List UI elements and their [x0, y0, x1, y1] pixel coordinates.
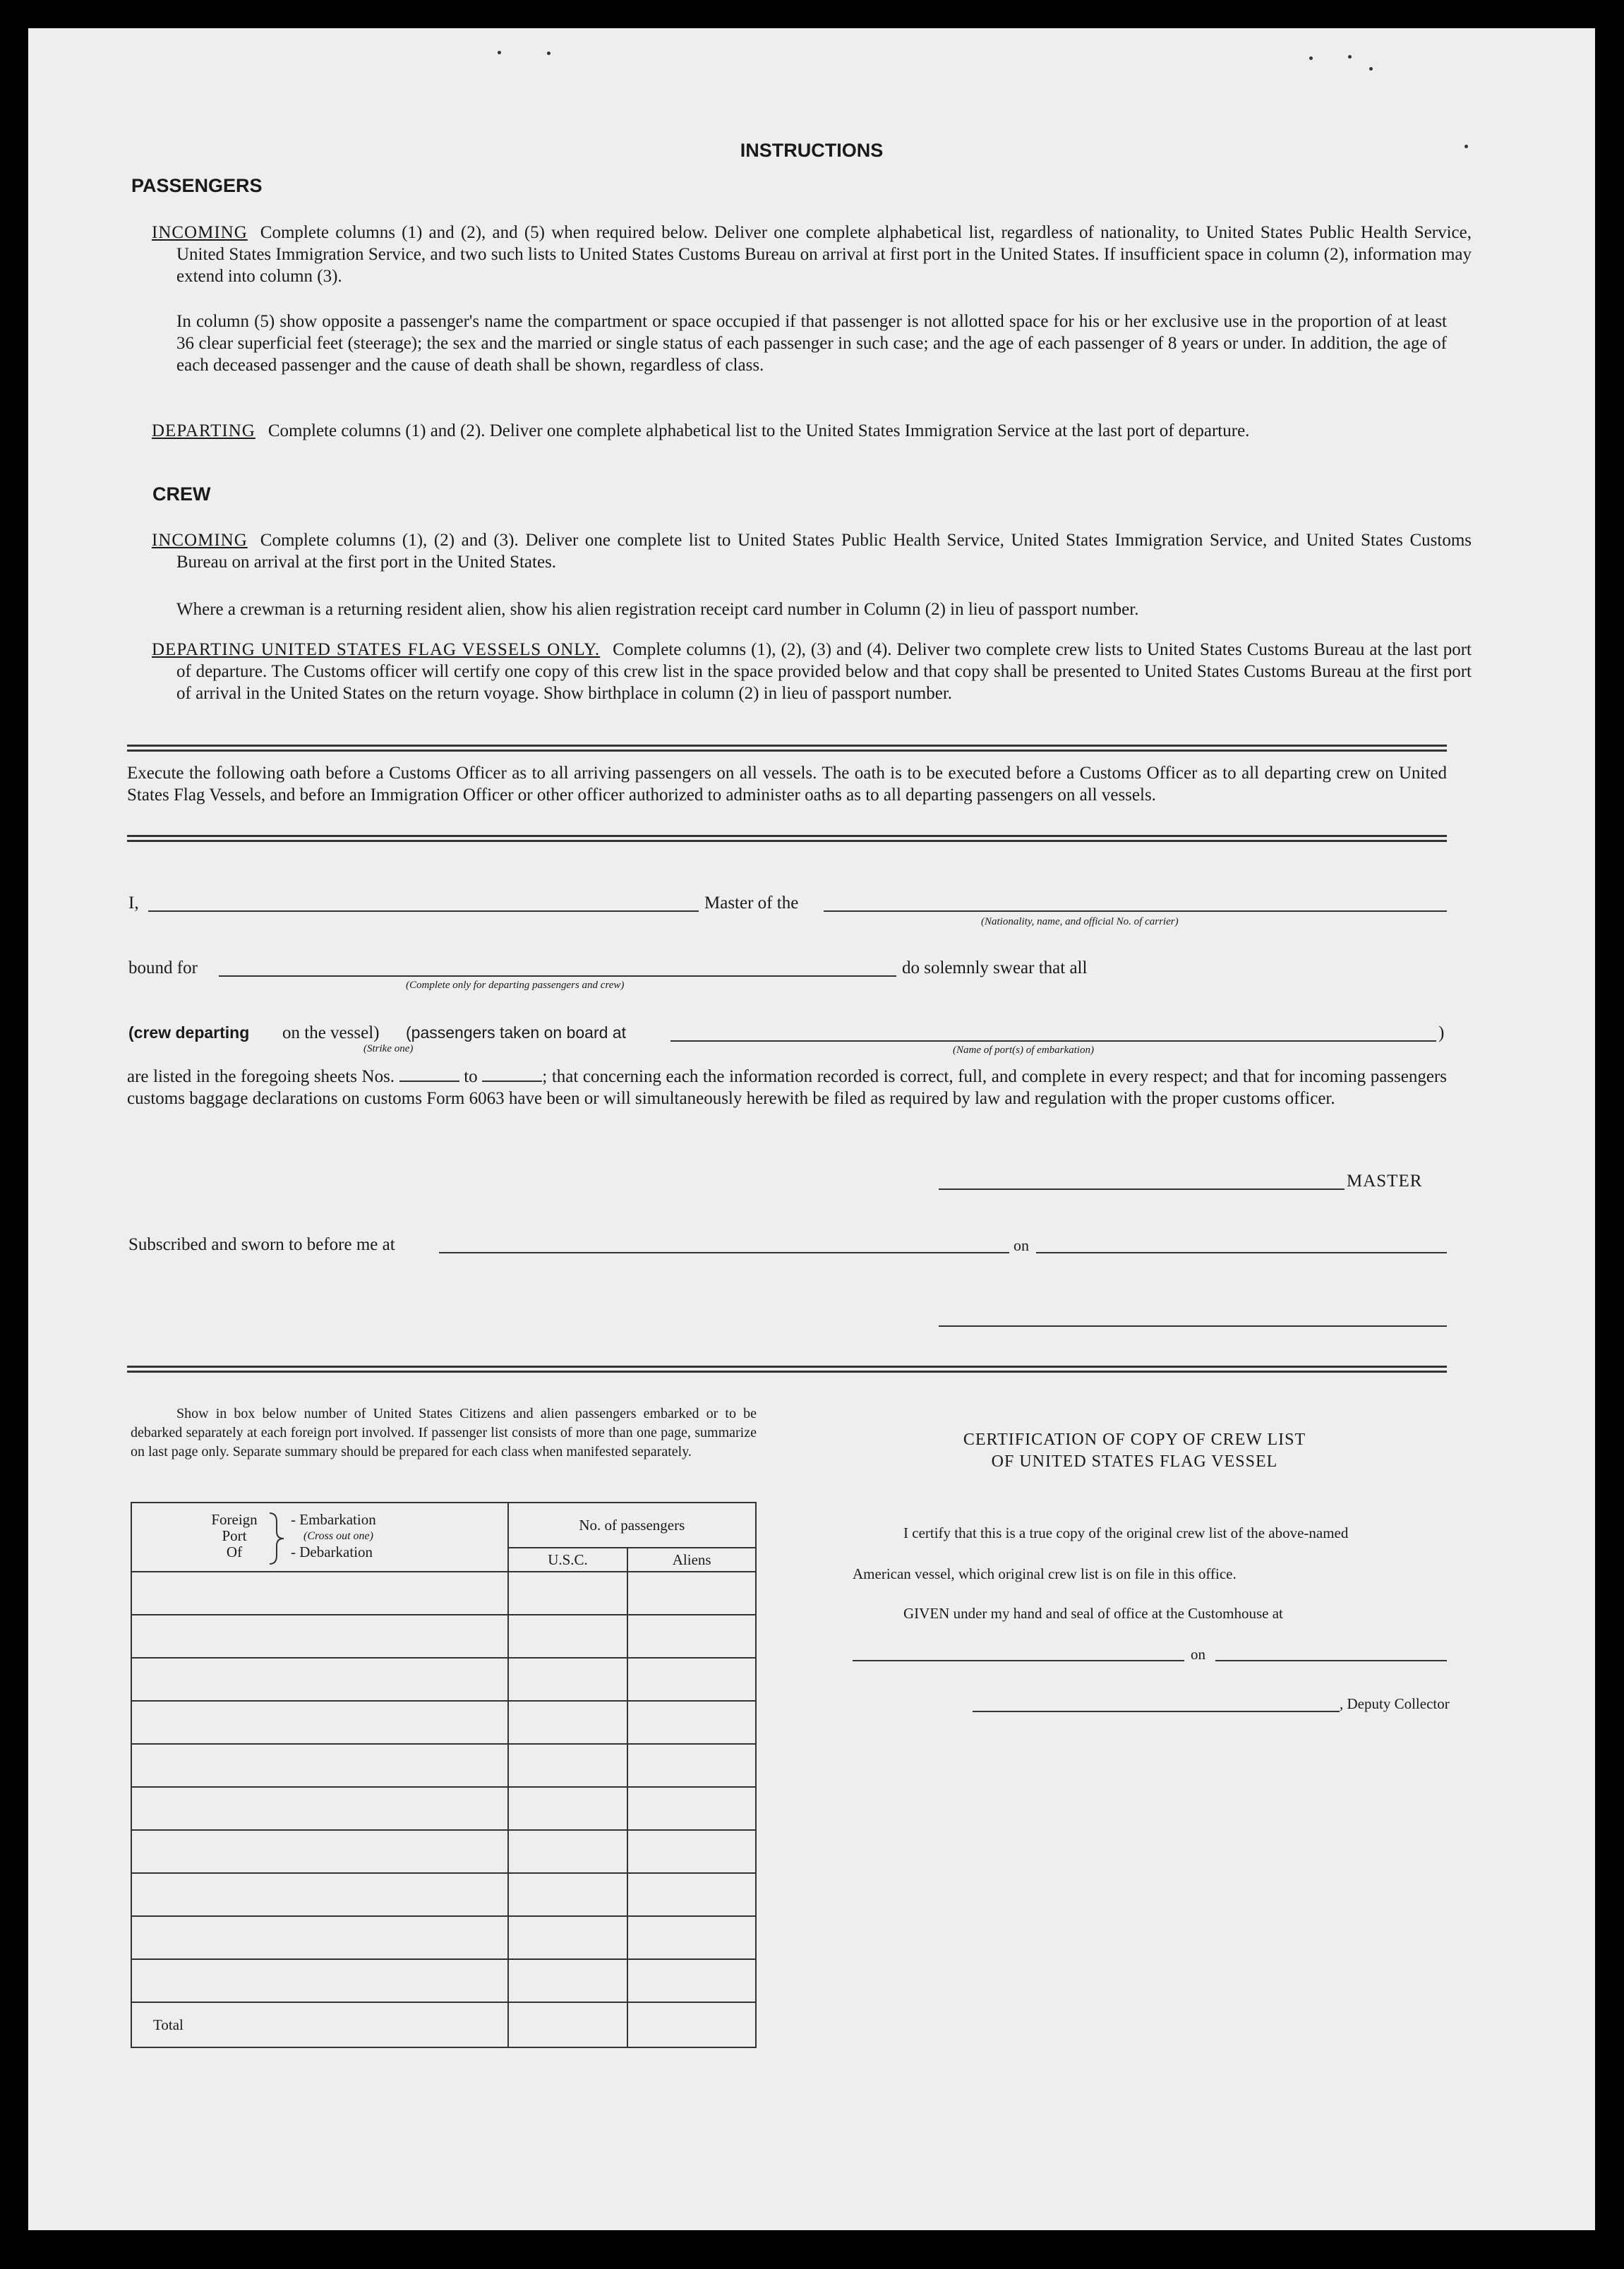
master-of-the-label: Master of the [704, 893, 799, 913]
deputy-collector-label: , Deputy Collector [1340, 1695, 1450, 1712]
embarkation-caption: (Name of port(s) of embarkation) [953, 1045, 1094, 1056]
carrier-field[interactable] [824, 910, 1447, 912]
divider [127, 1371, 1447, 1373]
listed-rest-text: ; that concerning each the information recorded is correct, full, and complete in every respect; and that for incoming passengers customs baggage declarations on customs Form 6063 have been or will simultaneously herewith be filed as required by law and regulation with the proper customs officer. [127, 1067, 1447, 1108]
form-page [28, 28, 1595, 2230]
embarkation-label: - Embarkation [291, 1511, 376, 1528]
divider [127, 1366, 1447, 1368]
sworn-on-label: on [1014, 1236, 1029, 1254]
on-the-vessel-label: on the vessel) [282, 1023, 380, 1042]
bound-for-caption: (Complete only for departing passengers and crew) [406, 980, 625, 991]
port-cell[interactable] [131, 1873, 508, 1916]
subscribed-label: Subscribed and sworn to before me at [128, 1235, 395, 1254]
master-signature-field[interactable] [939, 1188, 1345, 1190]
aliens-cell[interactable] [627, 1916, 756, 1959]
usc-cell[interactable] [508, 1830, 628, 1873]
usc-cell[interactable] [508, 1658, 628, 1701]
port-cell[interactable] [131, 1787, 508, 1830]
page-title: INSTRUCTIONS [740, 140, 884, 161]
port-cell[interactable] [131, 1615, 508, 1658]
certification-heading-line2: OF UNITED STATES FLAG VESSEL [991, 1452, 1278, 1471]
crew-incoming-paragraph [152, 529, 1472, 573]
aliens-total-cell[interactable] [627, 2002, 756, 2047]
scan-speck [1309, 56, 1313, 60]
aliens-header: Aliens [627, 1548, 756, 1572]
port-cell[interactable] [131, 1744, 508, 1787]
oath-instruction: Execute the following oath before a Customs Officer as to all arriving passengers on all vessels. The oath is to be executed before a Customs Officer as to all departing crew on United States Flag Vessels, and before an Immigration Officer or other officer authorized to administer oaths as to all departing passengers on all vessels. [127, 764, 1447, 805]
usc-cell[interactable] [508, 1959, 628, 2002]
usc-cell[interactable] [508, 1787, 628, 1830]
usc-cell[interactable] [508, 1916, 628, 1959]
bound-for-field[interactable] [219, 975, 896, 977]
port-label: Port [222, 1527, 247, 1544]
port-cell[interactable] [131, 1959, 508, 2002]
close-paren: ) [1438, 1023, 1445, 1042]
officer-signature-field[interactable] [939, 1325, 1447, 1327]
aliens-cell[interactable] [627, 1615, 756, 1658]
port-cell[interactable] [131, 1572, 508, 1615]
crew-departing-text: Complete columns (1), (2), (3) and (4). Deliver two complete crew lists to United States Customs Bureau at the last port of departure. The Customs officer will certify one copy of this crew list in the space provided below and that copy shall be presented to United States Customs Bureau at the first port of arrival in the United States on the return voyage. Show birthplace in column (2) in lieu of passport number. [176, 640, 1472, 703]
usc-cell[interactable] [508, 1572, 628, 1615]
cross-out-label: (Cross out one) [303, 1530, 373, 1542]
scan-speck [1369, 67, 1373, 71]
aliens-cell[interactable] [627, 1658, 756, 1701]
port-cell[interactable] [131, 1830, 508, 1873]
usc-cell[interactable] [508, 1873, 628, 1916]
foreign-label: Foreign [211, 1511, 258, 1528]
crew-incoming-lead: INCOMING [152, 531, 248, 550]
foreign-port-header [131, 1503, 508, 1572]
certification-heading [822, 1429, 1447, 1473]
sworn-date-field[interactable] [1036, 1252, 1447, 1253]
master-name-field[interactable] [148, 910, 699, 912]
embarkation-port-field[interactable] [670, 1040, 1436, 1042]
scan-speck [1348, 55, 1352, 59]
passengers-column5-paragraph: In column (5) show opposite a passenger's name the compartment or space occupied if that passenger is not allotted space for his or her exclusive use in the proportion of at least 36 clear superficial feet (steerage); the sex and the married or single status of each passenger in such case; and the age of each passenger of 8 years or under. In addition, the age of each deceased passenger and the cause of death shall be shown, regardless of class. [176, 312, 1447, 375]
sworn-place-field[interactable] [439, 1252, 1009, 1253]
usc-total-cell[interactable] [508, 2002, 628, 2047]
oath-i-label: I, [128, 893, 139, 913]
crew-departing-option: (crew departing [128, 1023, 250, 1042]
carrier-caption: (Nationality, name, and official No. of carrier) [981, 916, 1179, 927]
passengers-incoming-paragraph [152, 222, 1472, 287]
passengers-departing-lead: DEPARTING [152, 421, 255, 440]
usc-cell[interactable] [508, 1744, 628, 1787]
port-cell[interactable] [131, 1701, 508, 1744]
aliens-cell[interactable] [627, 1572, 756, 1615]
passengers-departing-text: Complete columns (1) and (2). Deliver one complete alphabetical list to the United States Immigration Service at the last port of departure. [267, 421, 1250, 440]
crew-departing-lead: DEPARTING UNITED STATES FLAG VESSELS ONLY. [152, 640, 601, 659]
listed-to-label: to [464, 1067, 478, 1086]
oath-listed-paragraph [127, 1066, 1447, 1109]
usc-cell[interactable] [508, 1701, 628, 1744]
brace-icon [267, 1512, 286, 1565]
no-of-passengers-header: No. of passengers [508, 1503, 756, 1548]
scan-speck [547, 52, 551, 55]
passengers-heading: PASSENGERS [131, 175, 263, 196]
passengers-incoming-text: Complete columns (1) and (2), and (5) when required below. Deliver one complete alphabetical list, regardless of nationality, to United States Public Health Service, United States Immigration Service, and two such lists to United States Customs Bureau on arrival at first port in the United States. If insufficient space in column (2), information may extend into column (3). [176, 223, 1472, 286]
listed-label: are listed in the foregoing sheets Nos. [127, 1067, 395, 1086]
aliens-cell[interactable] [627, 1701, 756, 1744]
crew-alien-paragraph: Where a crewman is a returning resident alien, show his alien registration receipt card number in Column (2) in lieu of passport number. [176, 600, 1139, 619]
given-text: GIVEN under my hand and seal of office at the Customhouse at [903, 1605, 1283, 1622]
crew-departing-paragraph [152, 639, 1472, 704]
deputy-signature-field[interactable] [973, 1711, 1340, 1712]
summary-instruction: Show in box below number of United States Citizens and alien passengers embarked or to be debarked separately at each foreign port involved. If passenger list consists of more than one page, summarize on last page only. Separate summary should be prepared for each class when manifested separately. [131, 1406, 757, 1459]
aliens-cell[interactable] [627, 1959, 756, 2002]
sheet-from-field[interactable] [399, 1081, 459, 1082]
usc-cell[interactable] [508, 1615, 628, 1658]
crew-incoming-text: Complete columns (1), (2) and (3). Deliver one complete list to United States Public Health Service, United States Immigration Service, and United States Customs Bureau on arrival at the first port in the United States. [176, 531, 1472, 572]
divider [127, 840, 1447, 842]
master-label: MASTER [1347, 1172, 1423, 1191]
aliens-cell[interactable] [627, 1873, 756, 1916]
scan-speck [498, 51, 501, 54]
strike-one-caption: (Strike one) [363, 1043, 414, 1054]
usc-header: U.S.C. [508, 1548, 628, 1572]
aliens-cell[interactable] [627, 1744, 756, 1787]
passengers-incoming-lead: INCOMING [152, 223, 248, 242]
passenger-summary-table [131, 1502, 757, 2048]
certification-on-label: on [1191, 1646, 1205, 1663]
aliens-cell[interactable] [627, 1830, 756, 1873]
passengers-departing-paragraph [152, 420, 1472, 442]
swear-label: do solemnly swear that all [902, 958, 1088, 977]
certify-text: I certify that this is a true copy of the original crew list of the above-named [903, 1524, 1349, 1541]
of-label: Of [226, 1543, 243, 1560]
passengers-taken-option: (passengers taken on board at [406, 1023, 626, 1042]
divider [127, 835, 1447, 837]
aliens-cell[interactable] [627, 1787, 756, 1830]
divider [127, 745, 1447, 747]
bound-for-label: bound for [128, 958, 198, 977]
crew-heading: CREW [152, 483, 211, 505]
debarkation-label: - Debarkation [291, 1543, 373, 1560]
customhouse-field[interactable] [853, 1660, 1184, 1661]
divider [127, 750, 1447, 752]
sheet-to-field[interactable] [482, 1081, 542, 1082]
certification-heading-line1: CERTIFICATION OF COPY OF CREW LIST [963, 1431, 1306, 1449]
total-label: Total [131, 2002, 508, 2047]
certification-date-field[interactable] [1215, 1660, 1447, 1661]
port-cell[interactable] [131, 1658, 508, 1701]
port-cell[interactable] [131, 1916, 508, 1959]
american-vessel-text: American vessel, which original crew list is on file in this office. [853, 1565, 1237, 1582]
